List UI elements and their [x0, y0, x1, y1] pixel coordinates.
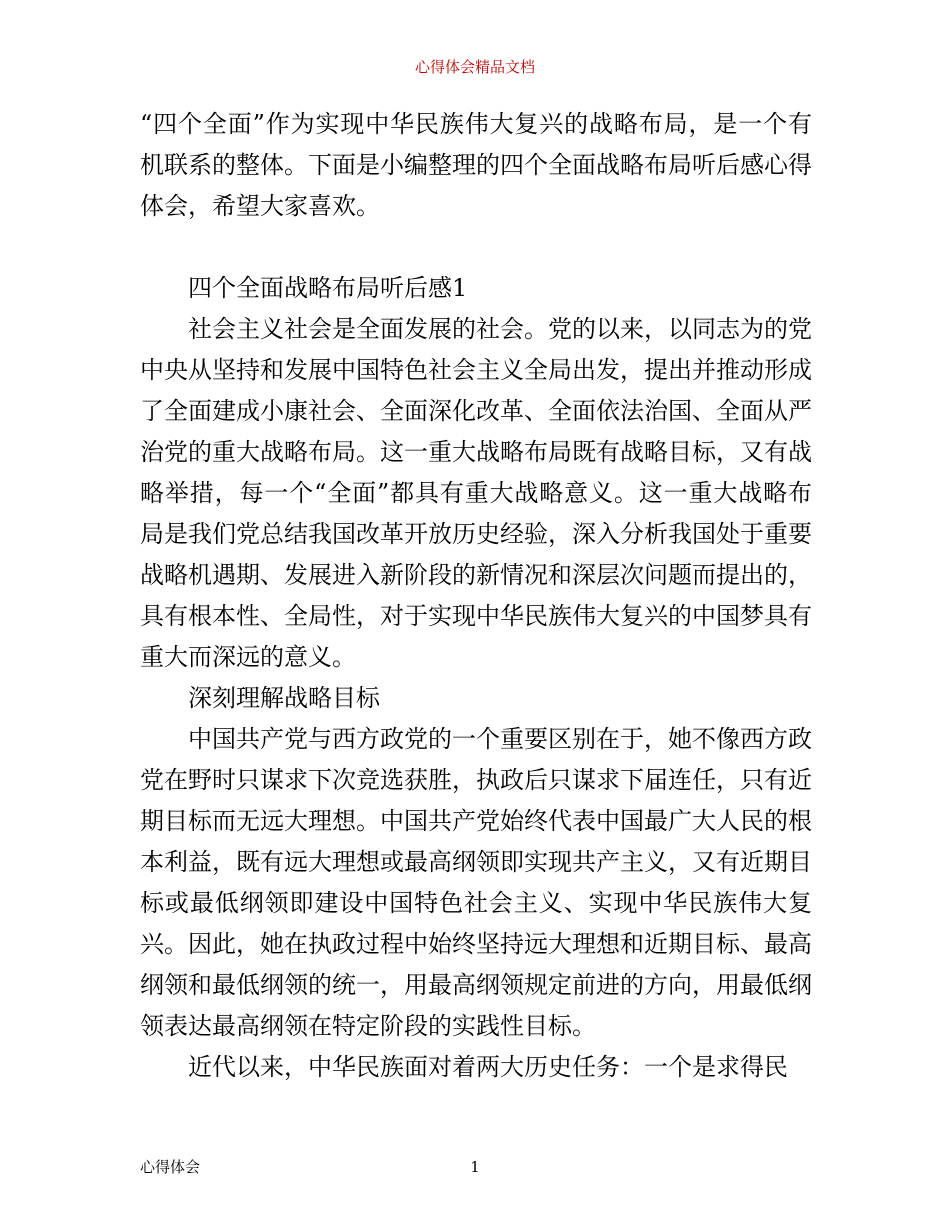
body-paragraph-1: 社会主义社会是全面发展的社会。党的以来，以同志为的党中央从坚持和发展中国特色社会主义全局出发，提出并推动形成了全面建成小康社会、全面深化改革、全面依法治国、全面从严治党的重大战略布局。这一重大战略布局既有战略目标，又有战略举措，每一个“全面”都具有重大战略意义。这一重大战略布局是我们党总结我国改革开放历史经验，深入分析我国处于重要战略机遇期、发展进入新阶段的新情况和深层次问题而提出的，具有根本性、全局性，对于实现中华民族伟大复兴的中国梦具有重大而深远的意义。 [140, 315, 812, 671]
intro-paragraph: “四个全面”作为实现中华民族伟大复兴的战略布局，是一个有机联系的整体。下面是小编整理的四个全面战略布局听后感心得体会，希望大家喜欢。 [140, 110, 812, 220]
page-number: 1 [470, 1158, 480, 1176]
page-header: 心得体会精品文档 [414, 58, 535, 76]
section-title: 四个全面战略布局听后感1 [188, 274, 468, 302]
document-body [140, 104, 812, 1088]
footer-label: 心得体会 [140, 1158, 201, 1176]
body-paragraph-3: 近代以来，中华民族面对着两大历史任务：一个是求得民 [188, 1053, 788, 1081]
paragraph-spacer [140, 227, 812, 268]
body-paragraph-2: 中国共产党与西方政党的一个重要区别在于，她不像西方政党在野时只谋求下次竞选获胜，执政后只谋求下届连任，只有近期目标而无远大理想。中国共产党始终代表中国最广大人民的根本利益，既有远大理想或最高纲领即实现共产主义，又有近期目标或最低纲领即建设中国特色社会主义、实现中华民族伟大复兴。因此，她在执政过程中始终坚持远大理想和近期目标、最高纲领和最低纲领的统一，用最高纲领规定前进的方向，用最低纲领表达最高纲领在特定阶段的实践性目标。 [140, 725, 812, 1040]
subheading: 深刻理解战略目标 [188, 684, 380, 712]
